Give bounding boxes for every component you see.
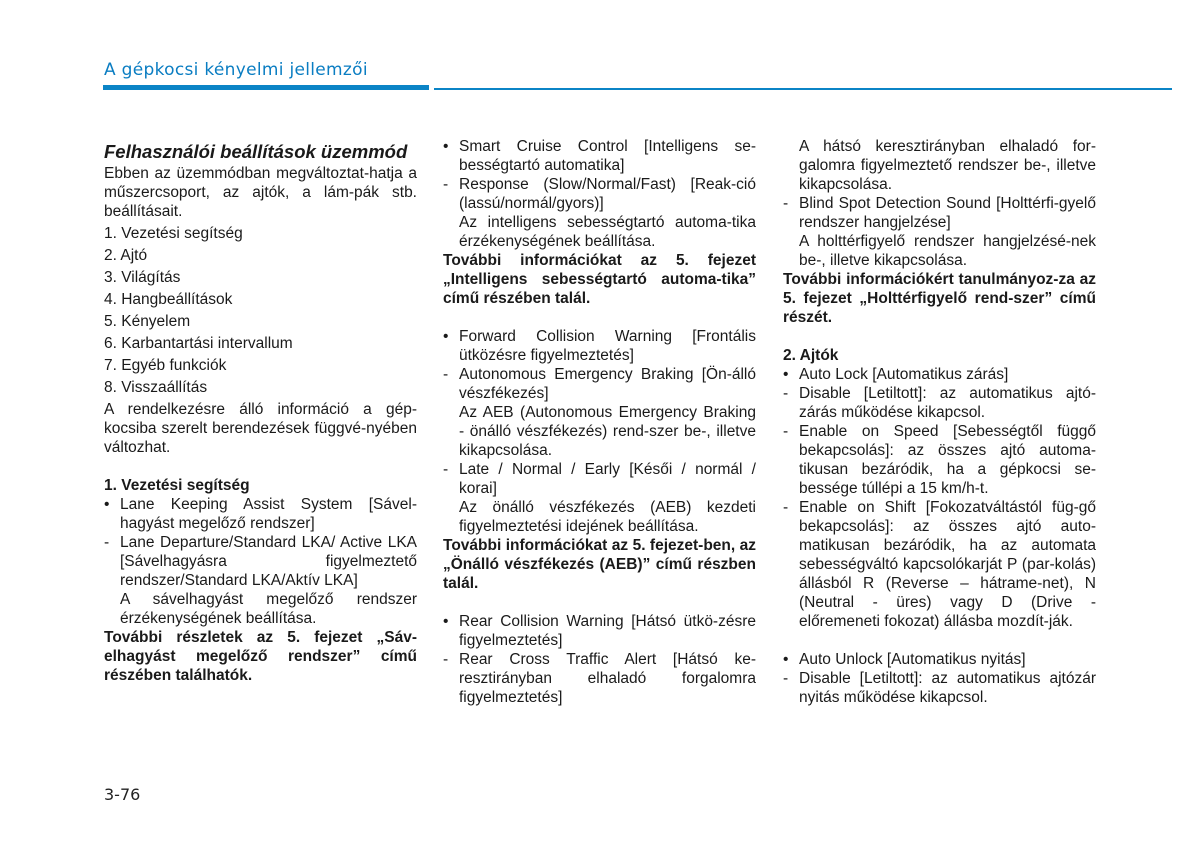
rcta-description: A hátsó keresztirányban elhaladó for-galomra figyelmeztető rendszer be-, illetve kikapcsolása. [799, 138, 1096, 193]
scc-reference: További információkat az 5. fejezet „Intelligens sebességtartó automa-tika” című részében talál. [443, 252, 756, 307]
list-item [104, 495, 417, 533]
dash-marker: - [783, 670, 789, 687]
rcta-label: Rear Cross Traffic Alert [Hátsó ke-resztirányban elhaladó forgalomra figyelmeztetés] [459, 651, 756, 706]
list-item [443, 365, 756, 403]
list-item [783, 194, 1096, 232]
settings-heading: Felhasználói beállítások üzemmód [104, 141, 408, 162]
bullet-marker: • [104, 496, 110, 513]
lkas-label: Lane Keeping Assist System [Sável-hagyást megelőző rendszer] [120, 496, 417, 532]
dash-marker: - [443, 651, 449, 668]
list-item [783, 384, 1096, 422]
bsd-description: A holttérfigyelő rendszer hangjelzésé-nek be-, illetve kikapcsolása. [799, 233, 1096, 269]
list-item [443, 460, 756, 498]
dash-marker: - [443, 461, 449, 478]
menu-item: 1. Vezetési segítség [104, 225, 243, 242]
dash-marker: - [783, 385, 789, 402]
list-item [443, 327, 756, 365]
menu-item: 8. Visszaállítás [104, 379, 208, 396]
menu-item: 2. Ajtó [104, 247, 148, 264]
response-label: Response (Slow/Normal/Fast) [Reak-ció (lassú/normál/gyors)] [459, 176, 756, 212]
list-item [783, 422, 1096, 498]
dash-marker: - [783, 423, 789, 440]
bsd-reference: További információkért tanulmányoz-za az 5. fejezet „Holttérfigyelő rend-szer” című részét. [783, 271, 1096, 326]
lkas-reference: További részletek az 5. fejezet „Sáv-elhagyást megelőző rendszer” című részében találhatók. [104, 629, 417, 684]
list-item [783, 669, 1096, 707]
disable-lock-label: Disable [Letiltott]: az automatikus ajtó-zárás működése kikapcsol. [799, 385, 1096, 421]
rcw-label: Rear Collision Warning [Hátsó ütkö-zésre figyelmeztetés] [459, 613, 756, 649]
timing-label: Late / Normal / Early [Késői / normál / korai] [459, 461, 756, 497]
column-2 [443, 137, 756, 707]
ldw-label: Lane Departure/Standard LKA/ Active LKA [Sávelhagyásra figyelmeztető rendszer/Standard LKA/Aktív LKA] [120, 534, 417, 589]
dash-marker: - [443, 176, 449, 193]
menu-item: 6. Karbantartási intervallum [104, 335, 293, 352]
column-1 [104, 137, 417, 685]
dash-marker: - [783, 195, 789, 212]
menu-item: 4. Hangbeállítások [104, 291, 233, 308]
list-item [443, 650, 756, 707]
page-number: 3-76 [104, 785, 141, 804]
menu-item: 5. Kényelem [104, 313, 191, 330]
list-item [443, 175, 756, 213]
bsd-label: Blind Spot Detection Sound [Holttérfi-gyelő rendszer hangjelzése] [799, 195, 1096, 231]
scc-label: Smart Cruise Control [Intelligens se-bességtartó automatika] [459, 138, 756, 174]
disable-unlock-label: Disable [Letiltott]: az automatikus ajtózár nyitás működése kikapcsol. [799, 670, 1096, 706]
ldw-description: A sávelhagyást megelőző rendszer érzékenységének beállítása. [120, 591, 417, 627]
autounlock-label: Auto Unlock [Automatikus nyitás] [799, 651, 1026, 668]
response-description: Az intelligens sebességtartó automa-tika érzékenységének beállítása. [459, 214, 756, 250]
menu-item: 7. Egyéb funkciók [104, 357, 227, 374]
list-item [443, 612, 756, 650]
header-rule-thick [103, 85, 429, 90]
enable-speed-label: Enable on Speed [Sebességtől függő bekapcsolás]: az összes ajtó automa-tikusan bezáródik, ha a gépkocsi se-bessége túllépi a 15 km/h-t. [799, 423, 1096, 497]
intro-paragraph: Ebben az üzemmódban megváltoztat-hatja a műszercsoport, az ajtók, a lám-pák stb. beállításait. [104, 165, 417, 220]
bullet-marker: • [443, 328, 449, 345]
dash-marker: - [443, 366, 449, 383]
bullet-marker: • [443, 613, 449, 630]
list-item [783, 498, 1096, 631]
enable-shift-label: Enable on Shift [Fokozatváltástól füg-gő bekapcsolás]: az összes ajtó auto-matikusan bezáródik, ha az automata sebességváltó kapcsolókarját P (par-kolás) állásból R (Reverse – hátrame-net), N (Neutral - üres) vagy D (Drive - előremeneti fokozat) állásba mozdít-ják. [799, 499, 1096, 630]
availability-note: A rendelkezésre álló információ a gép-kocsiba szerelt berendezések függvé-nyében változhat. [104, 401, 417, 456]
list-item [783, 365, 1096, 384]
section-driving-assist-title: 1. Vezetési segítség [104, 477, 250, 494]
autolock-label: Auto Lock [Automatikus zárás] [799, 366, 1009, 383]
dash-marker: - [104, 534, 110, 551]
column-3 [783, 137, 1096, 707]
list-item [443, 137, 756, 175]
aeb-description: Az AEB (Autonomous Emergency Braking - önálló vészfékezés) rend-szer be-, illetve kikapcsolása. [459, 404, 756, 459]
section-doors-title: 2. Ajtók [783, 347, 839, 364]
section-title: A gépkocsi kényelmi jellemzői [104, 60, 368, 80]
bullet-marker: • [783, 366, 789, 383]
menu-item: 3. Világítás [104, 269, 181, 286]
dash-marker: - [783, 499, 789, 516]
bullet-marker: • [443, 138, 449, 155]
list-item [104, 533, 417, 590]
header-rule-thin [434, 88, 1172, 90]
timing-description: Az önálló vészfékezés (AEB) kezdeti figyelmeztetési idejének beállítása. [459, 499, 756, 535]
fcw-label: Forward Collision Warning [Frontális ütközésre figyelmeztetés] [459, 328, 756, 364]
bullet-marker: • [783, 651, 789, 668]
aeb-label: Autonomous Emergency Braking [Ön-álló vészfékezés] [459, 366, 756, 402]
aeb-reference: További információkat az 5. fejezet-ben, az „Önálló vészfékezés (AEB)” című részben talál. [443, 537, 756, 592]
list-item [783, 650, 1096, 669]
